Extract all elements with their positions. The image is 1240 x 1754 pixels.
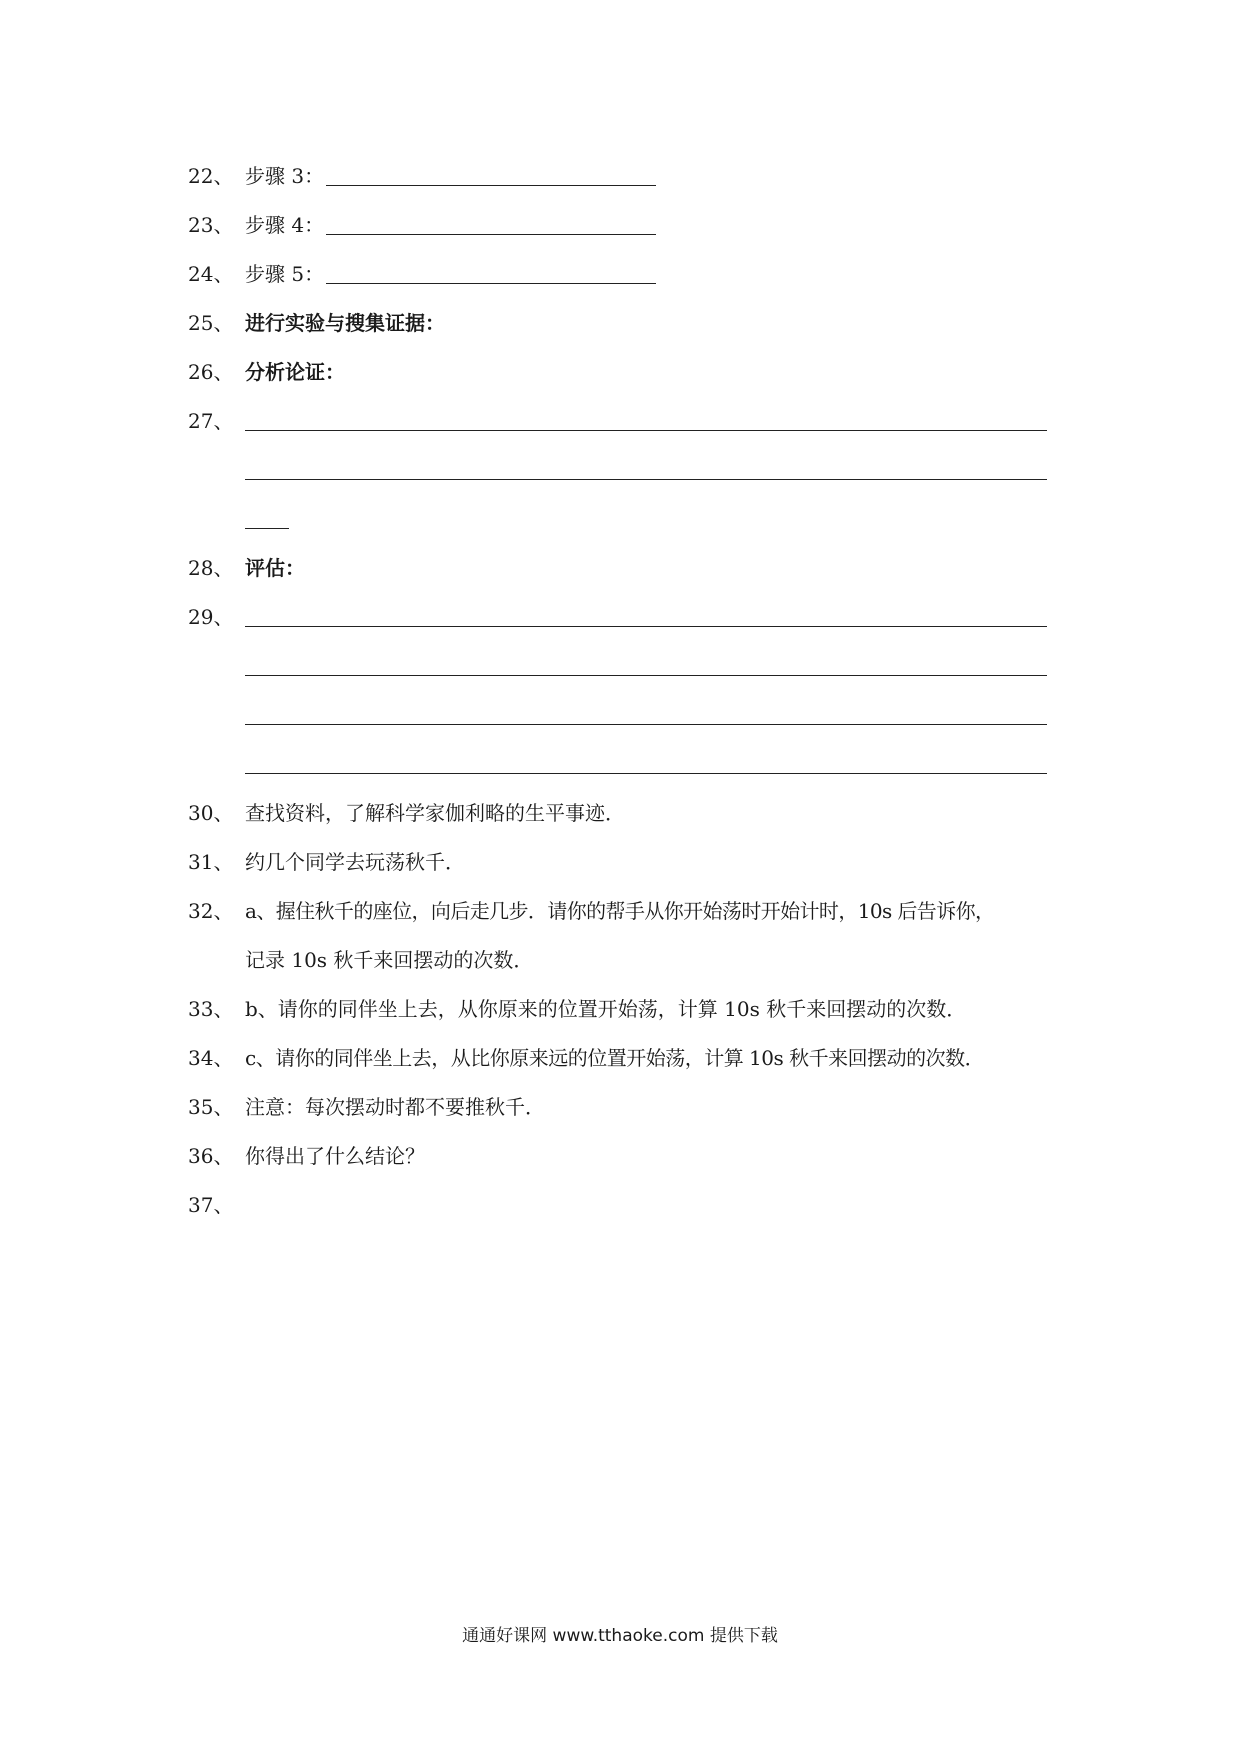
answer-line[interactable] [245,724,1047,725]
item-text: a、握住秋千的座位，向后走几步．请你的帮手从你开始荡时开始计时，10s 后告诉你， [245,899,995,923]
list-item-25 [0,303,1240,343]
step-3-label: 步骤 3： [245,164,325,188]
item-number: 35、 [188,1095,234,1119]
list-item-31 [0,842,1240,882]
list-item-27 [0,401,1240,441]
item-number: 34、 [188,1046,234,1070]
page-footer: 通通好课网 www.tthaoke.com 提供下载 [462,1626,778,1646]
list-item-22 [0,156,1240,196]
answer-line[interactable] [245,626,1047,627]
item-number: 32、 [188,899,234,923]
answer-line[interactable] [245,479,1047,480]
step-4-label: 步骤 4： [245,213,325,237]
item-number: 22、 [188,164,234,188]
item-number: 27、 [188,409,234,433]
list-item-28 [0,548,1240,588]
item-number: 24、 [188,262,234,286]
item-text: 你得出了什么结论？ [245,1144,425,1168]
answer-line[interactable] [245,675,1047,676]
item-text: 注意：每次摆动时都不要推秋千． [245,1095,545,1119]
item-number: 26、 [188,360,234,384]
section-heading: 进行实验与搜集证据： [245,311,445,335]
item-number: 33、 [188,997,234,1021]
item-text: 约几个同学去玩荡秋千． [245,850,465,874]
item-number: 29、 [188,605,234,629]
list-item-23 [0,205,1240,245]
section-heading: 评估： [245,556,305,580]
step-5-answer-line[interactable] [326,283,656,284]
list-item-36 [0,1136,1240,1176]
item-number: 31、 [188,850,234,874]
list-item-32-continued [0,940,1240,980]
step-5-label: 步骤 5： [245,262,325,286]
list-item-35 [0,1087,1240,1127]
step-3-answer-line[interactable] [326,185,656,186]
item-number: 28、 [188,556,234,580]
list-item-37 [0,1185,1240,1225]
item-text-continued: 记录 10s 秋千来回摆动的次数． [245,948,534,972]
list-item-24 [0,254,1240,294]
step-4-answer-line[interactable] [326,234,656,235]
list-item-29 [0,597,1240,637]
answer-line[interactable] [245,528,289,529]
item-text: c、请你的同伴坐上去，从比你原来远的位置开始荡，计算 10s 秋千来回摆动的次数． [245,1046,985,1070]
answer-line[interactable] [245,773,1047,774]
item-text: 查找资料，了解科学家伽利略的生平事迹． [245,801,625,825]
item-number: 30、 [188,801,234,825]
item-text: b、请你的同伴坐上去，从你原来的位置开始荡，计算 10s 秋千来回摆动的次数． [245,997,967,1021]
item-number: 23、 [188,213,234,237]
answer-line[interactable] [245,430,1047,431]
list-item-32 [0,891,1240,931]
section-heading: 分析论证： [245,360,345,384]
list-item-30 [0,793,1240,833]
list-item-26 [0,352,1240,392]
list-item-34 [0,1038,1240,1078]
item-number: 36、 [188,1144,234,1168]
item-number: 25、 [188,311,234,335]
list-item-33 [0,989,1240,1029]
item-number: 37、 [188,1193,234,1217]
